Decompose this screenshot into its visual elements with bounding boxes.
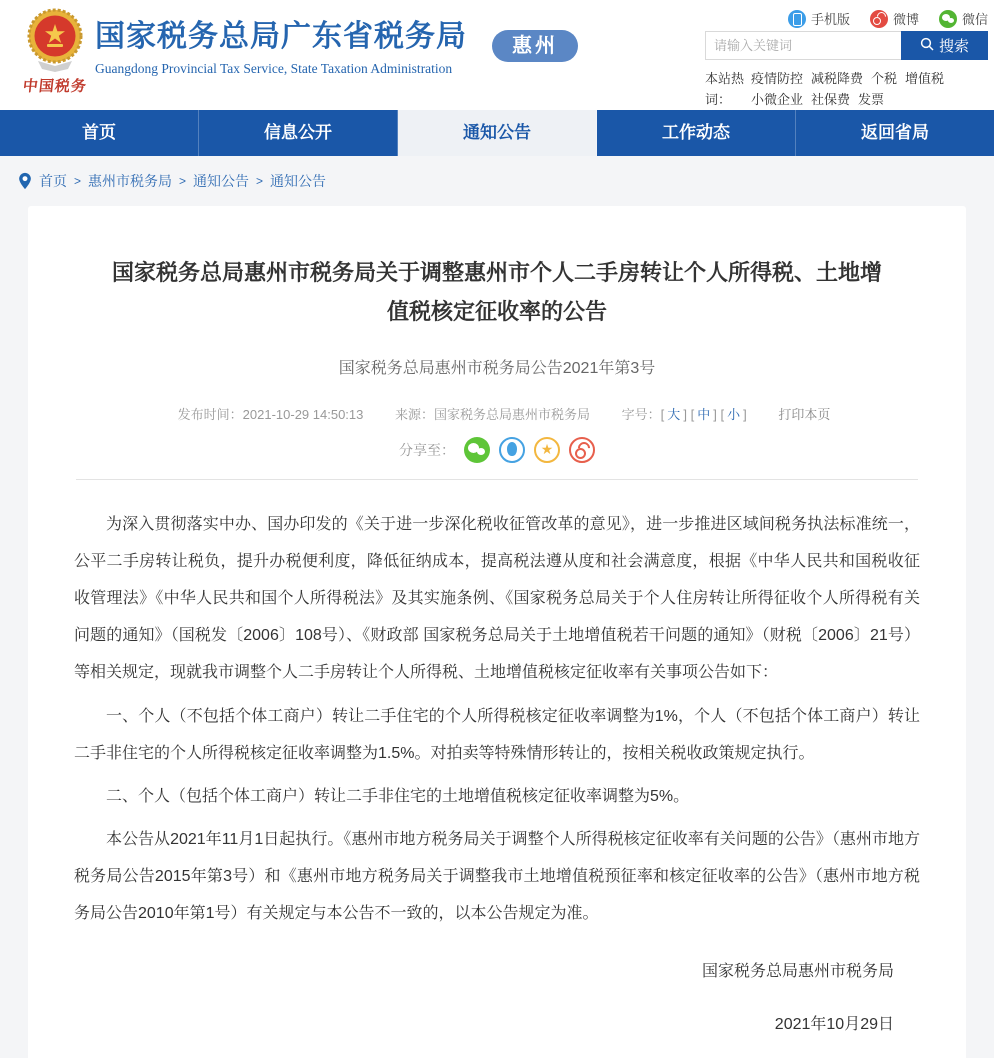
share-qzone-icon[interactable]: ★ [534,437,560,463]
article-title: 国家税务总局惠州市税务局关于调整惠州市个人二手房转让个人所得税、土地增值税核定征收率的公告 [111,260,882,324]
site-subtitle-english: Guangdong Provincial Tax Service, State Taxation Administration [95,61,453,76]
hotword-link[interactable]: 减税降费 [811,71,864,86]
hotword-link[interactable]: 社保费 [811,92,851,107]
bracket: ] [683,407,687,422]
breadcrumb-notices[interactable]: 通知公告 [193,173,250,189]
article-body [50,480,944,932]
breadcrumb-separator: > [256,174,264,188]
share-row [50,437,944,463]
hotword-link[interactable]: 小微企业 [751,92,804,107]
article-paragraph: 为深入贯彻落实中办、国办印发的《关于进一步深化税收征管改革的意见》，进一步推进区域间税务执法标准统一，公平二手房转让税负，提升办税便利度，降低征纳成本，提高税法遵从度和社会满意度，根据《中华人民共和国税收征收管理法》《中华人民共和国个人所得税法》及其实施条例、《国家税务总局关于个人住房转让所得征收个人所得税有关问题的通知》（国税发〔2006〕108号）、《财政部 国家税务总局关于土地增值税若干问题的通知》（财税〔2006〕21号）等相关规定，现就我市调整个人二手房转让个人所得税、土地增值税核定征收率有关事项公告如下： [74,516,920,682]
mobile-version-link[interactable] [788,9,850,28]
hotword-link[interactable]: 个税 [871,71,898,86]
site-logo [18,8,92,96]
logo-caption: 中国税务 [21,79,88,95]
mobile-phone-icon [788,10,806,28]
search-input[interactable] [705,31,901,60]
publish-time-group [178,407,364,422]
bracket: [ [690,407,695,422]
nav-item-info-disclosure[interactable]: 信息公开 [199,110,398,156]
signature-block [50,958,944,1034]
print-page-button[interactable]: 打印本页 [778,407,831,422]
fontsize-group [622,407,747,422]
article-paragraph: 本公告从2021年11月1日起执行。《惠州市地方税务局关于调整个人所得税核定征收率有关问题的公告》（惠州市地方税务局公告2015年第3号）和《惠州市地方税务局关于调整我市土地增值税预征率和核定征收率的公告》（惠州市地方税务局公告2010年第1号）有关规定与本公告不一致的，以本公告规定为准。 [74,830,920,923]
national-emblem-icon [18,8,92,74]
site-title: 国家税务总局广东省税务局 [95,20,467,53]
wechat-label: 微信 [961,12,988,27]
weibo-label: 微博 [892,12,919,27]
site-title-block [95,20,467,77]
city-badge-huizhou[interactable]: 惠州 [492,30,578,62]
nav-item-work-news[interactable]: 工作动态 [597,110,796,156]
breadcrumb-separator: > [74,174,82,188]
search-bar [705,31,988,60]
breadcrumb-notices-current[interactable]: 通知公告 [270,173,327,189]
main-nav [0,110,994,156]
font-size-medium-button[interactable]: 中 [697,407,711,422]
bracket: ] [713,407,717,422]
source-value: 国家税务总局惠州市税务局 [434,407,591,422]
hotwords-label: 本站热词： [705,71,745,107]
share-weibo-icon[interactable] [569,437,595,463]
font-size-large-button[interactable]: 大 [667,407,681,422]
hotword-link[interactable]: 疫情防控 [751,71,804,86]
signature-date: 2021年10月29日 [774,1016,894,1034]
hotword-link[interactable]: 增值税 [905,71,945,86]
article-paragraph: 二、个人（包括个体工商户）转让二手非住宅的土地增值税核定征收率调整为5%。 [106,787,690,805]
source-group [395,407,590,422]
search-button[interactable] [901,31,988,60]
signature-agency: 国家税务总局惠州市税务局 [701,963,894,981]
hotwords-links [751,68,989,110]
breadcrumb-home[interactable]: 首页 [39,173,67,189]
bracket: [ [720,407,725,422]
weibo-link[interactable] [870,9,919,28]
share-wechat-icon[interactable] [464,437,490,463]
bracket: ] [743,407,747,422]
article-meta [50,404,944,423]
breadcrumb-separator: > [179,174,187,188]
hotword-link[interactable]: 发票 [858,92,885,107]
bracket: [ [660,407,665,422]
nav-item-home[interactable]: 首页 [0,110,199,156]
publish-time-label: 发布时间： [177,407,243,422]
hotwords-section [705,68,991,110]
breadcrumb [0,156,994,206]
mobile-version-label: 手机版 [810,12,850,27]
document-number: 国家税务总局惠州市税务局公告2021年第3号 [338,360,656,377]
share-qq-icon[interactable] [499,437,525,463]
article-card [28,206,966,1058]
search-button-label: 搜索 [938,38,969,55]
font-size-small-button[interactable]: 小 [727,407,741,422]
search-icon [920,37,934,55]
share-label: 分享至： [399,442,455,458]
source-label: 来源： [395,407,435,422]
breadcrumb-huizhou-bureau[interactable]: 惠州市税务局 [88,173,173,189]
nav-item-back-provincial[interactable]: 返回省局 [861,123,929,142]
article-paragraph: 一、个人（不包括个体工商户）转让二手住宅的个人所得税核定征收率调整为1%，个人（不包括个体工商户）转让二手非住宅的个人所得税核定征收率调整为1.5%。对拍卖等特殊情形转让的，按相关税收政策规定执行。 [74,707,920,762]
nav-item-notices[interactable]: 通知公告 [398,110,597,156]
site-header [0,0,994,110]
weibo-icon [870,10,888,28]
wechat-link[interactable] [939,9,988,28]
fontsize-label: 字号： [621,407,661,422]
topbar-links [788,9,988,28]
wechat-icon [939,10,957,28]
location-pin-icon [18,172,32,190]
publish-time-value: 2021-10-29 14:50:13 [242,407,364,422]
